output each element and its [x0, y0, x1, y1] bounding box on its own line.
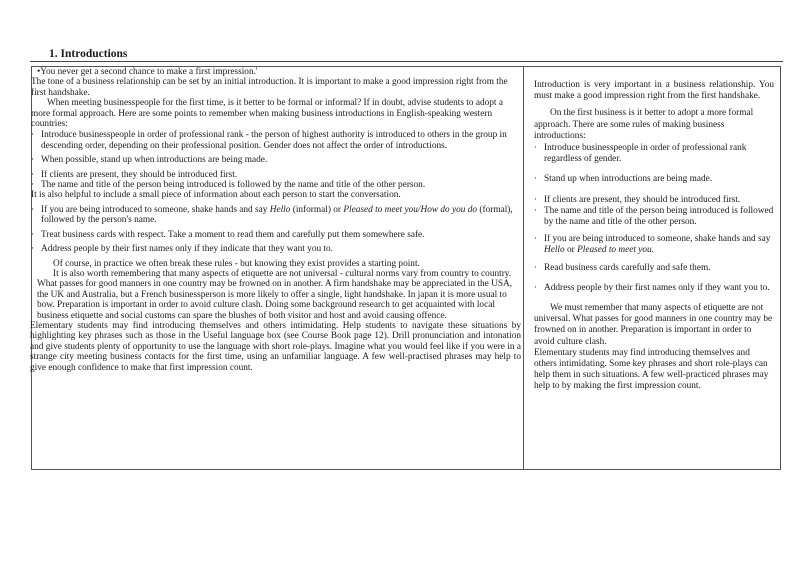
column-divider: [523, 66, 524, 470]
bullet-text: [41, 205, 521, 226]
bullet-marker: ·: [31, 204, 35, 215]
section-heading: 1. Introductions: [49, 48, 128, 60]
right-bullet-4: [534, 206, 774, 228]
phrase-hello: Hello: [544, 245, 565, 256]
phrase-hello: Hello: [269, 204, 291, 215]
bullet-text: The name and title of the person being introduced is followed by the name and title of the other person.: [41, 180, 426, 191]
bullet-marker: ·: [31, 229, 35, 240]
bullet-text: Address people by their first names only if they want you to.: [544, 282, 770, 293]
bullet-text: Treat business cards with respect. Take a moment to read them and carefully put them somewhere safe.: [41, 229, 425, 240]
left-bullet-3: [31, 170, 521, 180]
bullet-text: If clients are present, they should be introduced first.: [544, 194, 741, 205]
right-column: [534, 80, 774, 393]
phrase-pleased: Pleased to meet you.: [577, 245, 654, 256]
heading-rule: [30, 61, 783, 62]
right-bullet-2: [534, 174, 774, 185]
bullet-text: When possible, stand up when introductions are being made.: [41, 155, 268, 166]
bullet-marker: ·: [534, 262, 538, 273]
left-paragraph-3: Of course, in practice we often break these rules - but knowing they exist provides a starting point.: [53, 258, 420, 269]
bullet-text: The name and title of the person being introduced is followed by the name and title of the other person.: [544, 205, 774, 228]
bullet-marker: ·: [534, 205, 538, 216]
left-paragraph-4: It is also worth remembering that many aspects of etiquette are not universal - cultural norms vary from country to country. What passes for good manners in one country may be frowned on in another. A firm handshake may be appreciated in the USA, the UK and Australia, but a French businessperson is more likely to offer a single, light handshake. In japan it is more usual to bow. Preparation is important in order to avoid culture clash. Doing some background research to get acquainted with local business etiquette and social customs can spare the blushes of both visitor and host and avoid causing offence.: [37, 268, 513, 321]
bullet-marker: ·: [534, 282, 538, 293]
bullet-text: Stand up when introductions are being made.: [544, 174, 713, 185]
bullet-marker: ·: [31, 130, 35, 141]
bullet-marker: ·: [534, 234, 538, 245]
left-bullet-6: [31, 230, 521, 240]
bullet-text: Read business cards carefully and safe them.: [544, 262, 711, 273]
bullet-marker: ·: [31, 180, 35, 191]
bullet-marker: ·: [534, 174, 538, 185]
bullet-text: [544, 234, 774, 256]
bullet-marker: ·: [534, 143, 538, 154]
bullet-marker: ·: [31, 244, 35, 255]
left-bullet-4: [31, 180, 521, 190]
bullet-text-part: If you are being introduced to someone, shake hands and say: [41, 204, 270, 215]
right-bullet-1: [534, 143, 774, 165]
right-bullet-6: [534, 263, 774, 274]
left-bullet-4-continued: It is also helpful to include a small piece of information about each person to start the conversation.: [31, 190, 401, 201]
bullet-text: Introduce businesspeople in order of professional rank - the person of highest authority is introduced to others in the group in descending order, depending on their professional position. Gender does not affect the order of introductions.: [41, 130, 507, 151]
left-paragraph-2: When meeting businesspeople for the first time, is it better to be formal or informal? If in doubt, advise students to adopt a more formal approach. Here are some points to remember when making business introductions in English-speaking western countries:: [31, 98, 503, 130]
right-paragraph-4: Elementary students may find introducing themselves and others intimidating. Some key phrases and short role-plays can help them in such situations. A few well-practiced phrases may help to by making the first impression count.: [534, 347, 769, 392]
bullet-marker: ·: [534, 194, 538, 205]
left-column: [30, 67, 521, 373]
right-bullet-5: [534, 234, 774, 256]
left-bullet-5: [31, 205, 521, 226]
phrase-pleased: Pleased to meet you/How do you do: [343, 204, 478, 215]
bullet-text-part: (formal), followed by the person's name.: [41, 204, 513, 226]
bullet-marker: ·: [31, 155, 35, 166]
right-paragraph-3: We must remember that many aspects of etiquette are not universal. What passes for good manners in one country may be frowned on in another. Preparation is important in order to avoid culture clash.: [534, 303, 773, 347]
left-bullet-7: [31, 244, 521, 254]
bullet-text-part: (informal) or: [290, 204, 344, 215]
right-paragraph-1: Introduction is very important in a business relationship. You must make a good impression right from the first handshake.: [534, 80, 774, 102]
bullet-marker: ·: [31, 169, 35, 180]
right-paragraph-2: On the first business is it better to adopt a more formal approach. There are some rules of making business introductions:: [534, 108, 754, 141]
bullet-text: Address people by their first names only if they indicate that they want you to.: [41, 244, 334, 255]
opening-quote: •You never get a second chance to make a first impression.': [37, 67, 258, 77]
right-bullet-3: [534, 195, 774, 206]
right-bullet-7: [534, 283, 774, 294]
bullet-text: Introduce businesspeople in order of professional rank regardless of gender.: [544, 143, 747, 165]
bullet-text: If clients are present, they should be introduced first.: [41, 169, 238, 180]
left-paragraph-1: The tone of a business relationship can be set by an initial introduction. It is important to make a good impression right from the first handshake.: [31, 77, 508, 98]
left-paragraph-5: Elementary students may find introducing themselves and others intimidating. Help students to navigate these situations by highlighting key phrases such as those in the Useful language box (see Course Book page 12). Drill pronunciation and intonation and give students plenty of opportunity to use the language with short role-plays. Imagine what you would feel like if you were in a strange city meeting business contacts for the first time, using an unfamiliar language. A few well-practised phrases may help to give enough confidence to make that first impression count.: [30, 320, 521, 373]
left-bullet-1: [31, 130, 521, 151]
left-bullet-2: [31, 155, 521, 165]
bullet-text-part: If you are being introduced to someone, shake hands and say: [544, 234, 771, 245]
bullet-text-part: or: [564, 245, 578, 256]
